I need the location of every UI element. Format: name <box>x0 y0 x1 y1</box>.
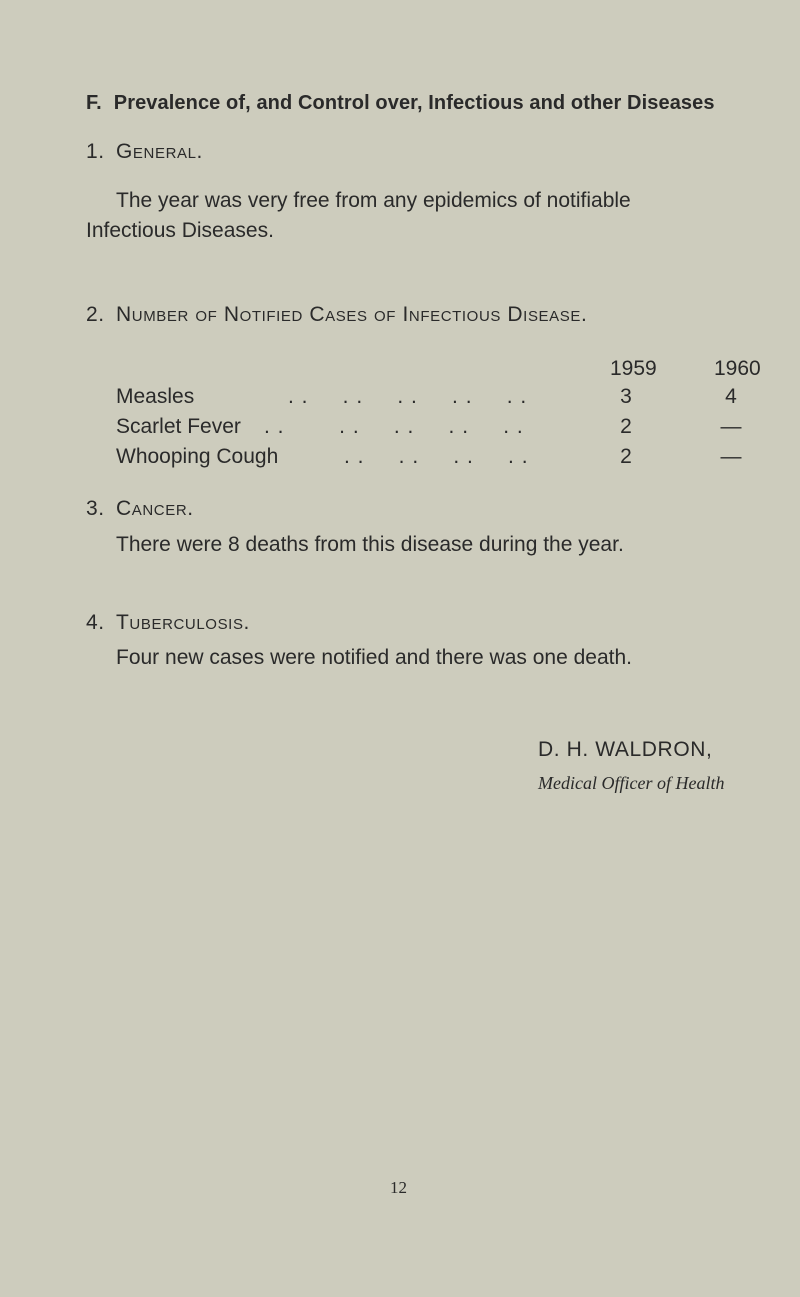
value-1959: 3 <box>620 385 632 408</box>
section-tuberculosis-title <box>86 611 250 635</box>
cancer-text: There were 8 deaths from this disease during the year. <box>116 533 624 556</box>
page-number: 12 <box>390 1178 407 1197</box>
general-text-line1: The year was very free from any epidemics of notifiable <box>116 189 631 212</box>
value-1960: — <box>720 445 742 468</box>
section-title-text: General. <box>116 140 203 163</box>
disease-name: Scarlet Fever <box>116 415 241 438</box>
value-1960: — <box>720 415 742 438</box>
heading-title: Prevalence of, and Control over, Infectious and other Diseases <box>113 92 715 114</box>
dot-leader: . . . . . . . . . . <box>288 385 528 408</box>
section-title-text: Number of Notified Cases of Infectious Disease. <box>116 303 588 326</box>
general-text-line2: Infectious Diseases. <box>86 219 274 242</box>
table-row <box>116 442 756 472</box>
section-number: 1. <box>86 140 105 163</box>
section-number: 2. <box>86 303 105 326</box>
section-general-title <box>86 140 203 164</box>
section-notified-title <box>86 303 587 327</box>
tuberculosis-text: Four new cases were notified and there was one death. <box>116 646 632 669</box>
section-number: 4. <box>86 611 105 634</box>
value-1960: 4 <box>725 385 737 408</box>
signature-name: D. H. WALDRON, <box>538 738 713 761</box>
section-number: 3. <box>86 497 105 520</box>
year-header-1960: 1960 <box>714 357 761 380</box>
value-1959: 2 <box>620 415 632 438</box>
signature-title: Medical Officer of Health <box>538 773 725 793</box>
dot-leader: . . . . . . . . . . <box>264 415 524 438</box>
heading-number: F. <box>86 92 102 114</box>
section-title-text: Cancer. <box>116 497 194 520</box>
year-header-1959: 1959 <box>610 357 657 380</box>
table-row <box>116 382 756 412</box>
table-row <box>116 412 756 442</box>
dot-leader: . . . . . . . . <box>344 445 529 468</box>
disease-name: Measles <box>116 385 195 408</box>
section-cancer-title <box>86 497 194 521</box>
page-heading <box>86 92 715 115</box>
disease-name: Whooping Cough <box>116 445 279 468</box>
value-1959: 2 <box>620 445 632 468</box>
section-title-text: Tuberculosis. <box>116 611 250 634</box>
